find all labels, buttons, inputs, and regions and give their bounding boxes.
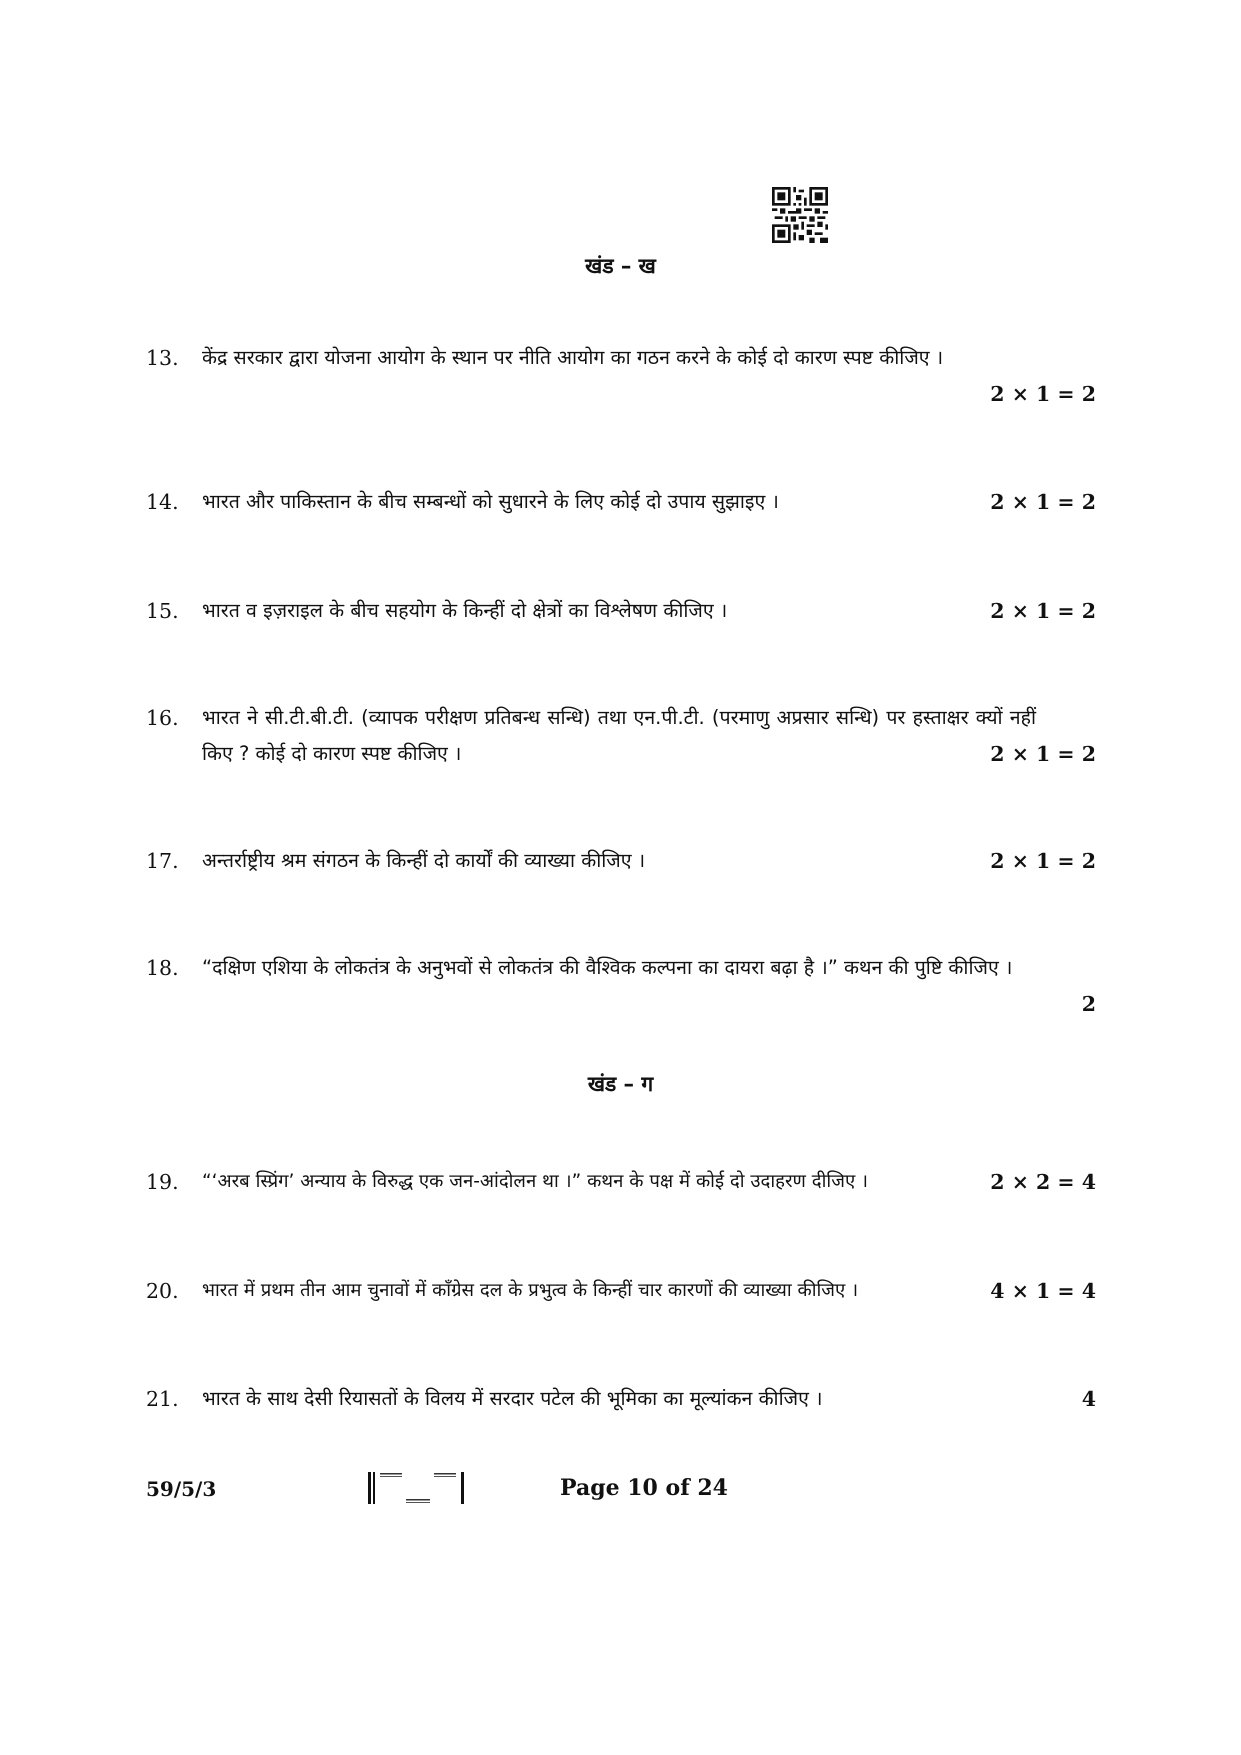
question-number: 13. bbox=[146, 346, 179, 370]
question-19 bbox=[146, 1164, 1096, 1200]
paper-code: 59/5/3 bbox=[146, 1477, 217, 1501]
question-marks: 4 × 1 = 4 bbox=[990, 1279, 1096, 1303]
question-number: 20. bbox=[146, 1279, 179, 1303]
page-number: Page 10 of 24 bbox=[560, 1475, 728, 1501]
question-text: “‘अरब स्प्रिंग’ अन्याय के विरुद्ध एक जन-आंदोलन था ।” कथन के पक्ष में कोई दो उदाहरण दीजिए । bbox=[202, 1171, 869, 1192]
question-number: 14. bbox=[146, 490, 179, 514]
question-17 bbox=[146, 843, 1096, 879]
question-text: भारत के साथ देसी रियासतों के विलय में सरदार पटेल की भूमिका का मूल्यांकन कीजिए । bbox=[202, 1387, 823, 1410]
question-marks: 4 bbox=[1081, 1387, 1096, 1411]
question-21 bbox=[146, 1381, 1096, 1417]
question-number: 19. bbox=[146, 1170, 179, 1194]
question-marks: 2 × 2 = 4 bbox=[990, 1170, 1096, 1194]
section-heading-c: खंड – ग bbox=[587, 1072, 654, 1096]
question-16 bbox=[146, 700, 1096, 772]
question-marks: 2 × 1 = 2 bbox=[990, 849, 1096, 873]
barcode-icon bbox=[368, 1470, 468, 1506]
question-text: “दक्षिण एशिया के लोकतंत्र के अनुभवों से लोकतंत्र की वैश्विक कल्पना का दायरा बढ़ा है ।” कथन की पुष्टि कीजिए । bbox=[202, 956, 1013, 979]
question-18 bbox=[146, 950, 1096, 1022]
question-number: 15. bbox=[146, 599, 179, 623]
question-13 bbox=[146, 340, 1096, 412]
question-number: 16. bbox=[146, 706, 179, 730]
question-14 bbox=[146, 484, 1096, 520]
section-heading-b: खंड – ख bbox=[585, 254, 656, 278]
question-marks: 2 × 1 = 2 bbox=[990, 742, 1096, 766]
question-text: भारत में प्रथम तीन आम चुनावों में काँग्रेस दल के प्रभुत्व के किन्हीं चार कारणों की व्याख्या कीजिए । bbox=[202, 1280, 859, 1301]
question-text: भारत और पाकिस्तान के बीच सम्बन्धों को सुधारने के लिए कोई दो उपाय सुझाइए । bbox=[202, 490, 779, 513]
question-number: 17. bbox=[146, 849, 179, 873]
question-marks: 2 × 1 = 2 bbox=[990, 490, 1096, 514]
question-text: अन्तर्राष्ट्रीय श्रम संगठन के किन्हीं दो कार्यों की व्याख्या कीजिए । bbox=[202, 849, 646, 872]
question-text: भारत व इज़राइल के बीच सहयोग के किन्हीं दो क्षेत्रों का विश्लेषण कीजिए । bbox=[202, 599, 728, 622]
question-marks: 2 × 1 = 2 bbox=[990, 382, 1096, 406]
question-marks: 2 × 1 = 2 bbox=[990, 599, 1096, 623]
question-text: केंद्र सरकार द्वारा योजना आयोग के स्थान पर नीति आयोग का गठन करने के कोई दो कारण स्पष्ट कीजिए । bbox=[202, 346, 944, 369]
question-marks: 2 bbox=[1081, 992, 1096, 1016]
question-text: भारत ने सी.टी.बी.टी. (व्यापक परीक्षण प्रतिबन्ध सन्धि) तथा एन.पी.टी. (परमाणु अप्रसार सन्धि) पर हस्ताक्षर क्यों नहीं किए ? कोई दो कारण स्पष्ट कीजिए । bbox=[202, 706, 1036, 765]
qr-code-icon bbox=[772, 187, 828, 243]
question-20 bbox=[146, 1273, 1096, 1309]
question-15 bbox=[146, 593, 1096, 629]
question-number: 18. bbox=[146, 956, 179, 980]
question-number: 21. bbox=[146, 1387, 179, 1411]
